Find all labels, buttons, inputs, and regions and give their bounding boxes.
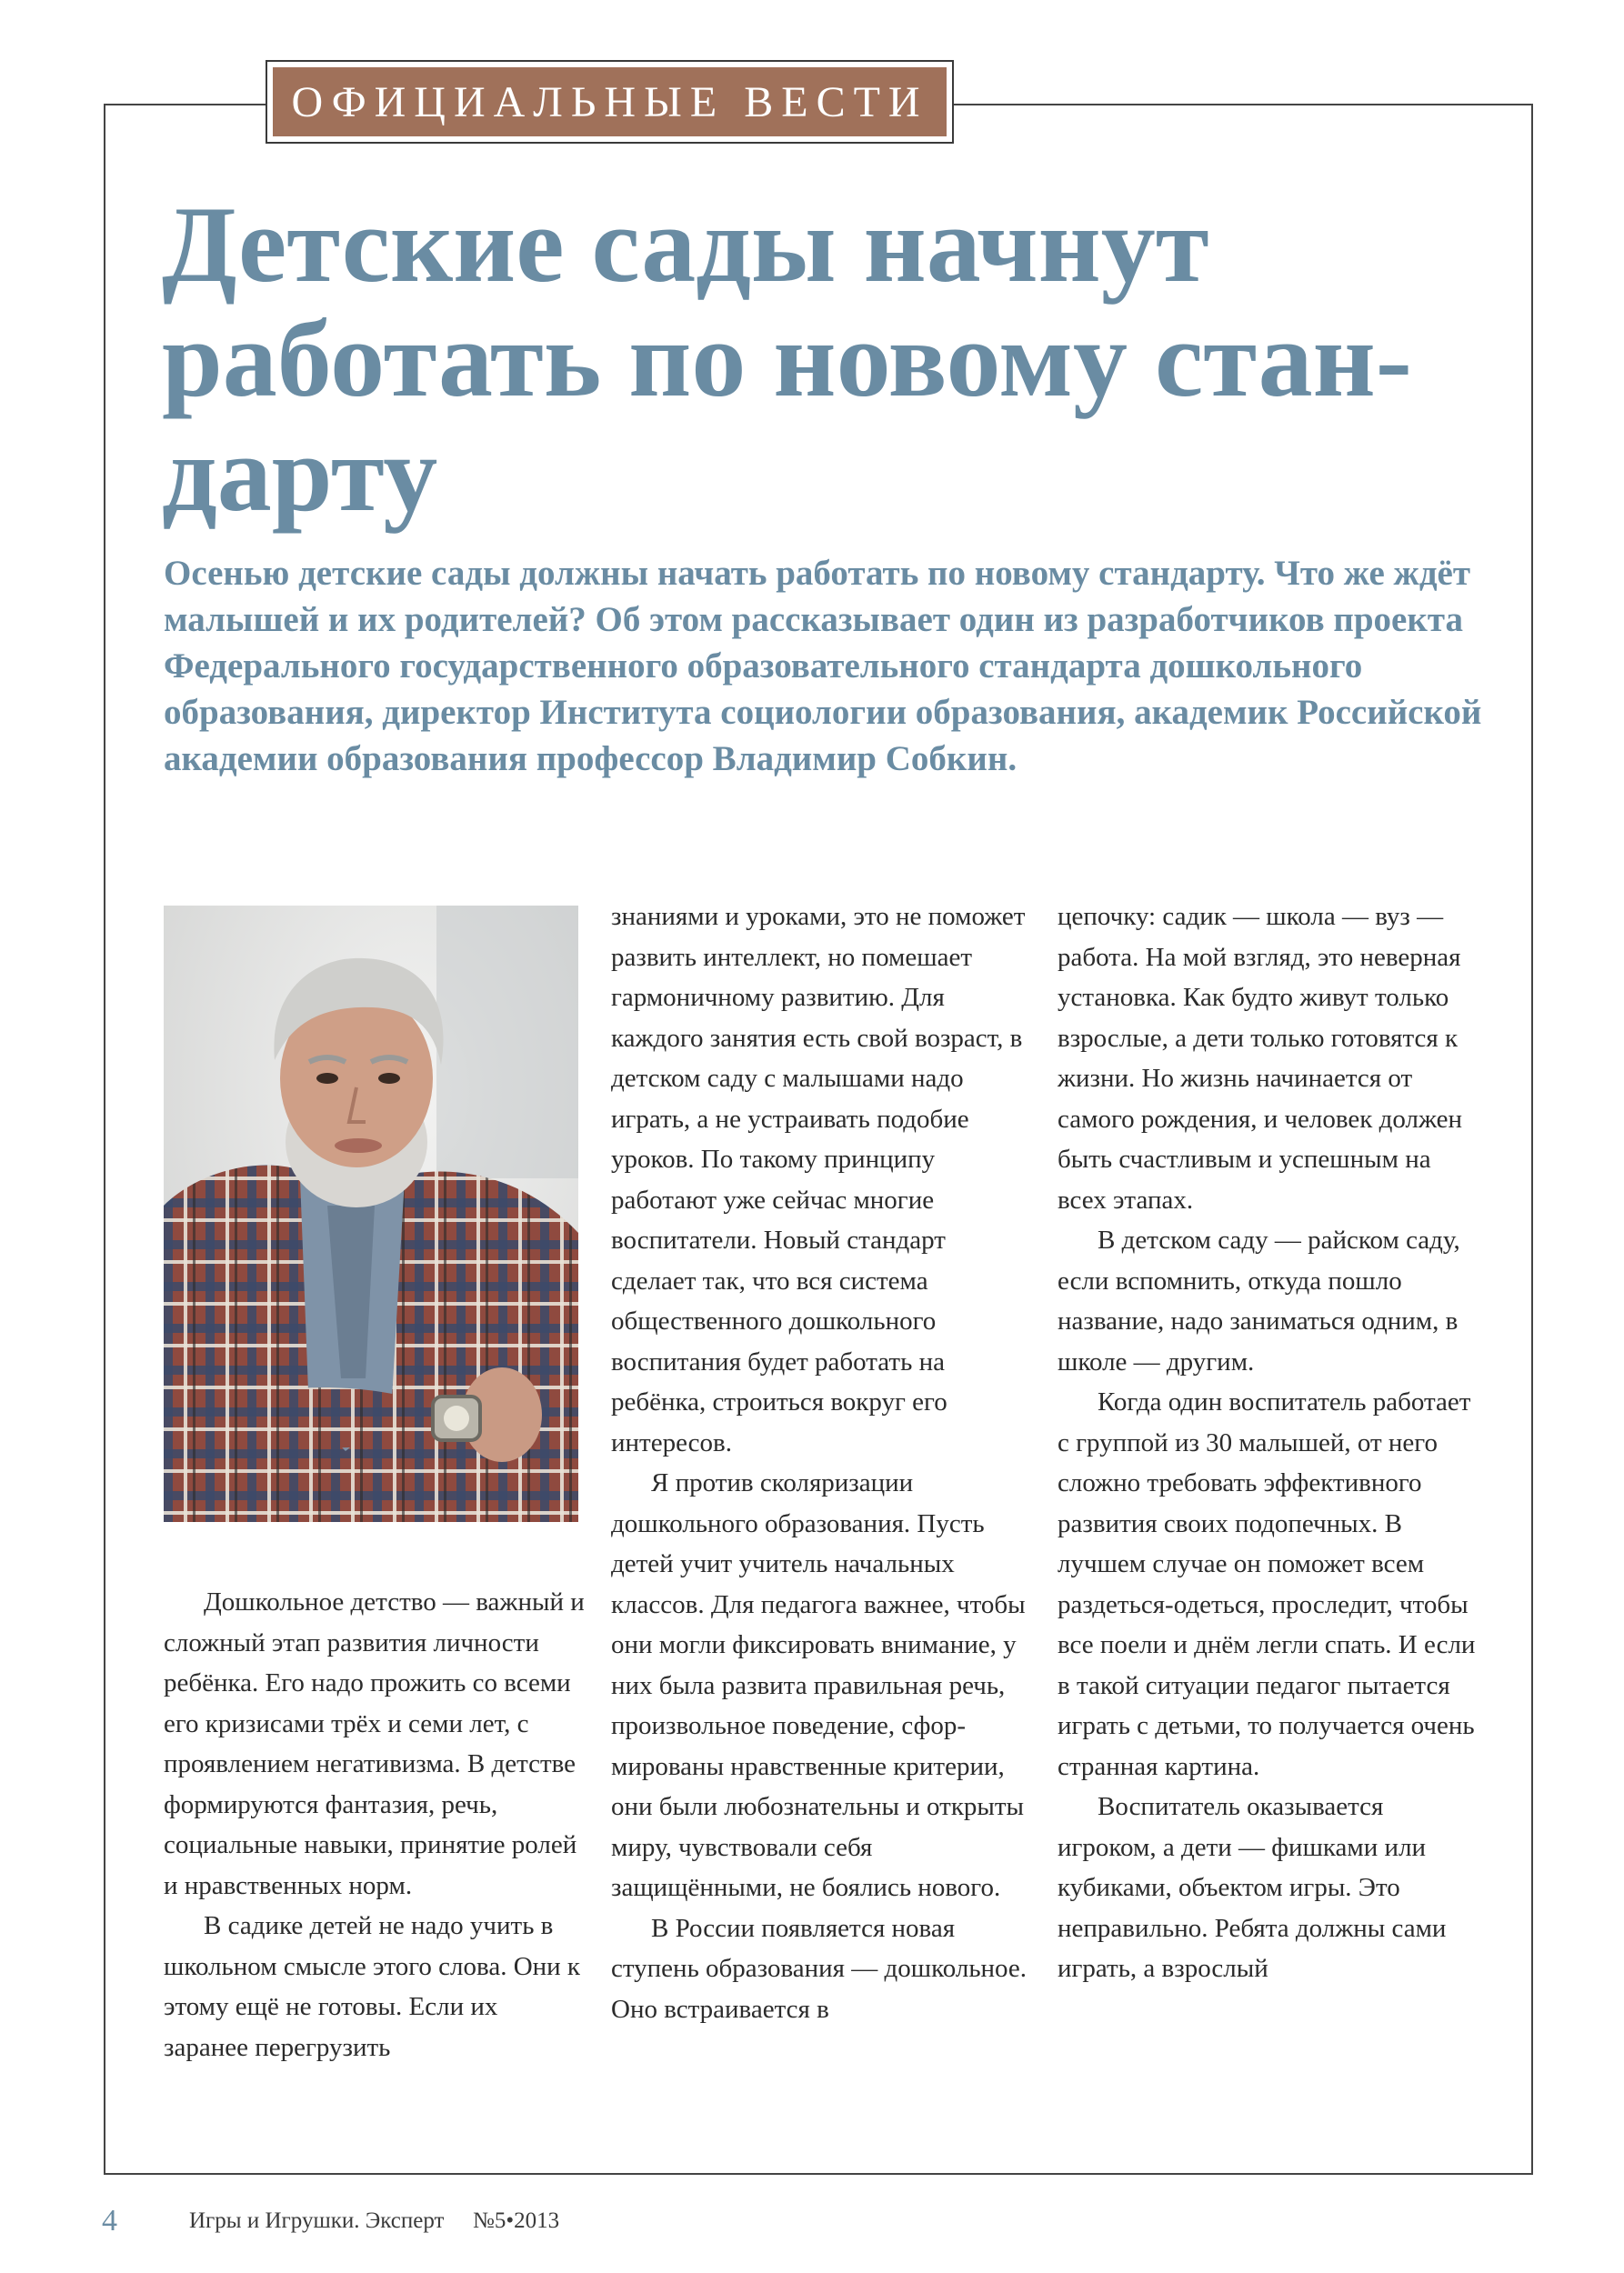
section-tag-label: ОФИЦИАЛЬНЫЕ ВЕСТИ (273, 67, 947, 136)
article-column-3 (1058, 896, 1480, 1989)
paragraph: Я против сколяризации дошкольного образования. Пусть детей учит учитель начальных классов. Для педагога важнее, чтобы они могли фиксировать внимание, у них была развита правильная речь, произвольное поведение, сформированы нравственные критерии, они были любознательны и открыты миру, чувствовали себя защищёнными, не боялись нового. (611, 1468, 1026, 1902)
paragraph: В детском саду — райском саду, если вспомнить, откуда пошло название, надо заниматься одним, в школе — другим. (1058, 1226, 1460, 1377)
paragraph: цепочку: садик — школа — вуз — работа. На мой взгляд, это неверная установка. Как будто живут только взрослые, а дети только готовятся к жизни. Но жизнь начинается от самого рождения, и человек должен быть счастливым и успешным на всех этапах. (1058, 902, 1463, 1215)
paragraph: знаниями и уроками, это не поможет развить интеллект, но помешает гармоничному развитию. Для каждого занятия есть свой возраст, в детском саду с малышами надо играть, а не устраивать подобие уроков. По такому принципу работают уже сейчас многие воспитатели. Новый стандарт сделает так, что вся система общественного дошкольного воспитания будет работать на ребёнка, строиться вокруг его интересов. (611, 902, 1026, 1457)
paragraph: Воспитатель оказывается игроком, а дети — фишками или кубиками, объектом игры. Это неправильно. Ребята должны сами играть, а взрослый (1058, 1792, 1447, 1983)
paragraph: В садике детей не надо учить в школьном смысле этого слова. Они к этому ещё не готовы. Если их заранее перегрузить (164, 1911, 581, 2062)
article-headline: Детские сады начнут работать по новому стан-дарту (162, 184, 1412, 534)
page-footer (0, 2204, 1624, 2240)
article-column-2 (611, 896, 1034, 2029)
article-column-1 (164, 1582, 586, 2068)
page-number: 4 (102, 2204, 117, 2238)
issue-number: №5•2013 (473, 2208, 560, 2233)
portrait-photo (164, 906, 578, 1522)
article-lead: Осенью детские сады должны начать работать по новому стандарту. Что же ждёт малышей и их родителей? Об этом рассказывает один из разработчиков проекта Федерального государственного образовательного стандарта дошкольного образования, директор Института социологии образования, академик Российской академии образования профессор Владимир Собкин. (164, 554, 1482, 778)
paragraph: Дошкольное детство — важный и сложный этап развития личности ребёнка. Его надо прожить со всеми его кризисами трёх и семи лет, с проявлением негативизма. В детстве формируются фантазия, речь, социальные навыки, принятие ролей и нравственных норм. (164, 1587, 585, 1900)
section-tag (266, 60, 954, 144)
paragraph: Когда один воспитатель работает с группой из 30 малышей, от него сложно требовать эффективного развития своих подопечных. В лучшем случае он поможет всем раздеться-одеться, проследит, чтобы все поели и днём легли спать. И если в такой ситуации педагог пытается играть с детьми, то получается очень странная картина. (1058, 1387, 1476, 1781)
paragraph: В России появляется новая ступень образования — дошкольное. Оно встраивается в (611, 1913, 1028, 2024)
magazine-name: Игры и Игрушки. Эксперт (189, 2208, 445, 2233)
